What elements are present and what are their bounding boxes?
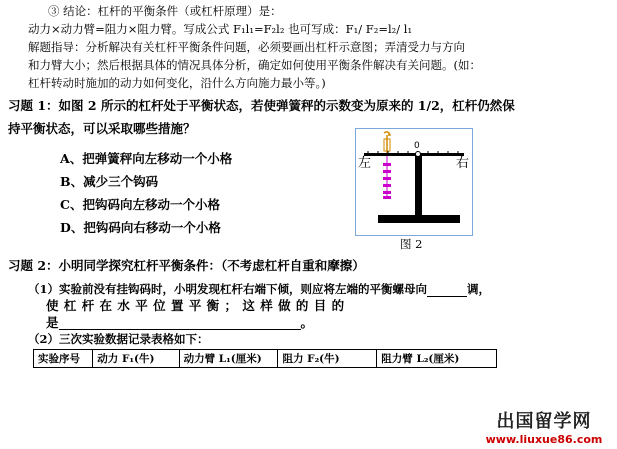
guidance-line-2: 和力臂大小；然后根据具体的情况具体分析，确定如何使用平衡条件解决有关问题。(如：: [28, 58, 481, 72]
watermark-url: www.liuxue86.com: [485, 433, 603, 446]
q1-prefix: （1）实验前没有挂钩码时，小明发现杠杆右端下倾，则应将左端的平衡螺母向: [28, 282, 427, 296]
table-header-row: [34, 350, 497, 368]
spring-scale-icon: [384, 132, 390, 153]
lever-stand: [415, 156, 422, 216]
lever-figure: [355, 128, 473, 236]
lever-base: [378, 215, 460, 223]
left-label: 左: [358, 156, 372, 171]
q1-line3-suffix: 。: [300, 315, 314, 330]
lever-diagram: [356, 129, 472, 235]
q1-line3-prefix: 是: [46, 315, 59, 330]
option-d: D、把钩码向右移动一个小格: [60, 220, 221, 235]
option-a: A、把弹簧秤向左移动一个小格: [60, 151, 233, 166]
exercise2-q1-line3: [46, 314, 313, 330]
site-watermark: [474, 407, 614, 446]
table-header-cell: 实验序号: [34, 350, 93, 368]
zero-label: 0: [414, 141, 420, 151]
guidance-line-1: 解题指导：分析解决有关杠杆平衡条件问题，必须要画出杠杆示意图；弄清受力与方向: [28, 40, 465, 54]
direction-blank[interactable]: [427, 281, 467, 297]
right-label: 右: [456, 156, 470, 171]
option-b: B、减少三个钩码: [60, 174, 159, 189]
conclusion-line: ③ 结论：杠杆的平衡条件（或杠杆原理）是：: [48, 4, 282, 18]
table-header-cell: 动力 F₁(牛): [93, 350, 179, 368]
exercise2-q2: （2）三次实验数据记录表格如下：: [28, 332, 209, 346]
hooked-weights-icon: [383, 156, 391, 199]
pivot-icon: [416, 152, 421, 157]
exercise1-question-line1: 习题 1：如图 2 所示的杠杆处于平衡状态，若使弹簧秤的示数变为原来的 1/2，杠杆仍然保: [8, 98, 515, 113]
figure-caption: 图 2: [400, 237, 423, 251]
q1-suffix: 调，: [467, 282, 490, 296]
exercise2-title: 习题 2：小明同学探究杠杆平衡条件：（不考虑杠杆自重和摩擦）: [8, 258, 365, 273]
table-header-cell: 阻力 F₂(牛): [278, 350, 377, 368]
formula-line: 动力×动力臂=阻力×阻力臂。写成公式 F₁l₁=F₂l₂ 也可写成：F₁/ F₂=l₂/ l₁: [28, 22, 413, 36]
exercise2-q1-line1: [28, 281, 490, 297]
table-header-cell: 动力臂 L₁(厘米): [179, 350, 278, 368]
option-c: C、把钩码向左移动一个小格: [60, 197, 220, 212]
exercise1-question-line2: 持平衡状态，可以采取哪些措施？: [8, 121, 196, 136]
exercise2-q1-line2: 使 杠 杆 在 水 平 位 置 平 衡 ； 这 样 做 的 目 的: [46, 298, 345, 313]
table-header-cell: 阻力臂 L₂(厘米): [377, 350, 497, 368]
guidance-line-3: 杠杆转动时施加的动力如何变化，沿什么方向施力最小等。): [28, 76, 326, 90]
watermark-title: 出国留学网: [496, 411, 592, 432]
purpose-blank[interactable]: [59, 314, 301, 330]
lever-beam: [364, 153, 464, 156]
data-table: [33, 349, 497, 368]
